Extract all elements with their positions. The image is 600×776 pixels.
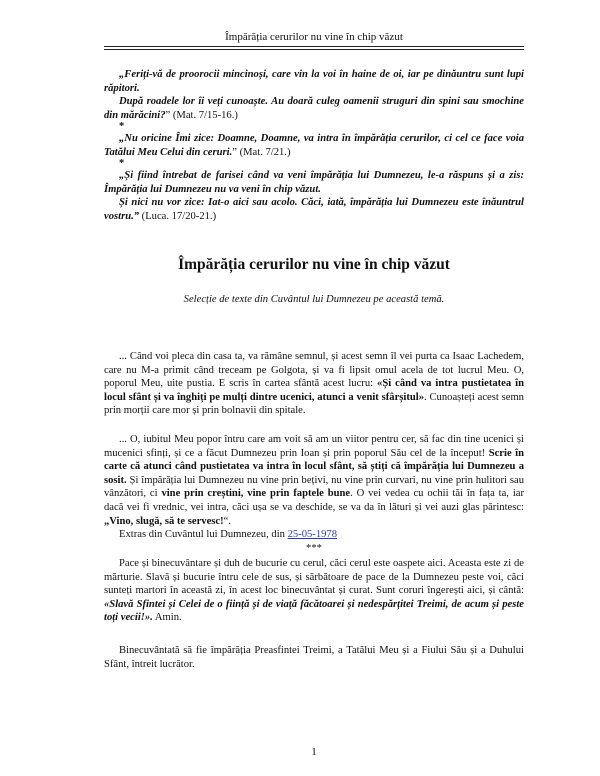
quote-matthew-7-15: „Feriți-vă de proorocii mincinoși, care vin la voi în haine de oi, iar pe dinăuntru sunt lupi răpitori. <box>104 69 524 94</box>
page-subtitle: Selecție de texte din Cuvântul lui Dumnezeu pe această temă. <box>183 294 445 305</box>
paragraph-1: ... Când voi pleca din casa ta, va rămâne semnul, și acest semn îl vei purta ca Isaac Lachedem, care nu M-a primit când treceam pe Golgota, și va fi lipsit omul acela de tot lucrul Meu. O, poporul Meu, uite pustia. E scris în cartea sfântă acest lucru: «Și când va intra pustietatea în locul sfânt și va înghiți pe mulți dintre ucenici, atunci a venit sfârșitul». Cunoașteți acest semn prin morții care mor și prin bolnavii din spitale. <box>104 351 524 417</box>
paragraph-2: ... O, iubitul Meu popor întru care am voit să am un viitor pentru cer, să fac din tine ucenici și mucenici sfinți, și ce a făcut Dumnezeu prin Ioan și prin poporul Său cel de la început! Scrie în carte că atunci când pustietatea va intra în locul sfânt, să știți că împărăția lui Dumnezeu a sosit. Și împărăția lui Dumnezeu nu vine prin bețivi, nu vine prin curvari, nu vine prin hulitori sau vânzători, ci vine prin creștini, vine prin faptele bune. O vei vedea cu ochii tăi în fața ta, iar dacă vei fi vrednic, vei intra, căci ușa se va deschide, se va da în lături și vei auzi glas părintesc: „Vino, slugă, să te servesc!“. Extras din Cuvântul lui Dumnezeu, din 25-05-1978 *** <box>104 434 524 554</box>
date-link[interactable]: 25-05-1978 <box>287 529 338 541</box>
quote-luke-17-20: „Și fiind întrebat de farisei când va veni împărăția lui Dumnezeu, le-a răspuns și a zis: Împărăția lui Dumnezeu nu va veni în chip văzut. <box>104 170 524 195</box>
paragraph-4: Binecuvântată să fie împărăția Preasfintei Treimi, a Tatălui Meu și a Fiului Său și a Duhului Sfânt, întreit lucrător. <box>104 645 524 670</box>
page-number: 1 <box>311 746 317 758</box>
running-header: Împărăția cerurilor nu vine în chip văzut <box>225 31 403 43</box>
extract-source: Extras din Cuvântul lui Dumnezeu, din 25-05-1978 <box>119 529 338 541</box>
scripture-quotes <box>104 68 524 223</box>
quote-matthew-7-16: După roadele lor îi veți cunoaște. Au doară culeg oamenii struguri din spini sau smochine din mărăcini?” (Mat. 7/15-16.) <box>104 96 524 121</box>
header-rule <box>104 46 524 50</box>
quote-matthew-7-21: „Nu oricine Îmi zice: Doamne, Doamne, va intra în împărăția cerurilor, ci cel ce face voia Tatălui Meu Celui din ceruri.” (Mat. 7/21.) <box>104 133 524 158</box>
page-title: Împărăția cerurilor nu vine în chip văzut <box>178 256 450 273</box>
separator-star: * <box>119 121 125 132</box>
quote-luke-17-21: Și nici nu vor zice: Iat-o aici sau acolo. Căci, iată, împărăția lui Dumnezeu este înăuntrul vostru.” (Luca. 17/20-21.) <box>104 197 524 222</box>
separator-star: * <box>119 158 125 169</box>
paragraph-3: Pace și binecuvântare și duh de bucurie cu cerul, căci cerul este oaspete aici. Aceasta este zi de mărturie. Slavă și bucurie întru cele de sus, și sărbătoare de pace de la Dumnezeu peste voi, căci sunteți martori în această zi, în acest loc binecuvântat și curat. Sunt coruri îngerești aici, și cântă: «Slavă Sfintei și Celei de o ființă și de viață făcătoarei și nedespărțitei Treimi, de acum și peste toți vecii!». Amin. <box>104 558 524 624</box>
section-separator: *** <box>306 542 322 554</box>
